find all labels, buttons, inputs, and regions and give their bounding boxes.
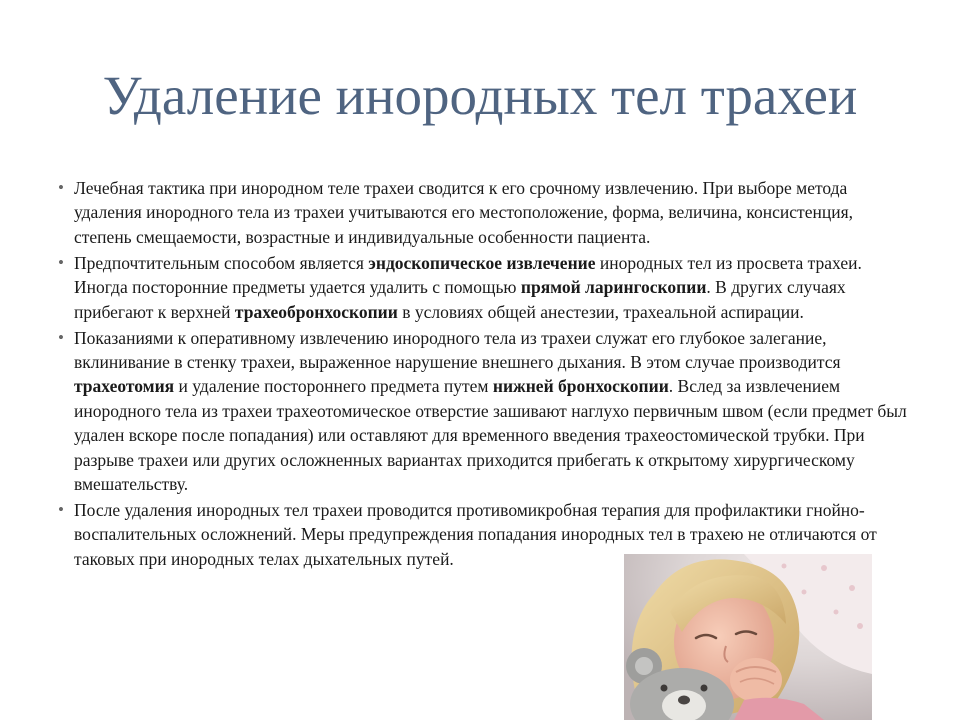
bullet-text: Показаниями к оперативному извлечению инородного тела из трахеи служат его глубокое залегание, вклинивание в стенку трахеи, выраженное нарушение внешнего дыхания. В этом случае производится (74, 327, 841, 373)
hand (730, 658, 782, 702)
bullet-text: . Вслед за извлечением инородного тела из трахеи трахеотомическое отверстие зашивают наглухо первичным швом (если предмет был удален вскоре после попадания) или оставляют для временного введения трахеостомической трубки. При разрыве трахеи или других осложненных вариантах приходится прибегать к открытому хирургическому вмешательству. (74, 376, 907, 495)
bullet-text: Лечебная тактика при инородном теле трахеи сводится к его срочному извлечению. При выборе метода удаления инородного тела из трахеи учитываются его местоположение, форма, величина, консистенция, степень смещаемости, возрастные и индивидуальные особенности пациента. (74, 178, 853, 247)
bullet-text: . В других случаях прибегают к верхней (74, 277, 846, 322)
bullet-text: После удаления инородных тел трахеи проводится противомикробная терапия для профилактики гнойно-воспалительных осложнений. Меры предупреждения попадания инородных тел в трахею не отличаются от таковых при инородных телах дыхательных путей. (74, 500, 877, 569)
bullet-term: трахеобронхоскопии (234, 301, 398, 322)
bullet-text: инородных тел из просвета трахеи. Иногда посторонние предметы удается удалить с помощью (74, 252, 862, 298)
bullet-item (74, 176, 910, 249)
bullet-text: в условиях общей анестезии, трахеальной аспирации. (397, 301, 804, 322)
bullet-item (74, 326, 910, 497)
bullet-list (74, 176, 910, 573)
bullet-text: Предпочтительным способом является (74, 252, 369, 273)
bullet-term: трахеотомия (74, 376, 175, 397)
bullet-item (74, 251, 910, 324)
coughing-child-photo (624, 554, 872, 720)
bullet-term: эндоскопическое извлечение (368, 252, 596, 273)
bullet-term: нижней бронхоскопии (492, 376, 669, 397)
coughing-child-with-teddy-bear-photo-icon (624, 554, 872, 720)
bullet-text: и удаление постороннего предмета путем (174, 376, 493, 397)
bullet-term: прямой ларингоскопии (520, 277, 707, 298)
slide-title: Удаление инородных тел трахеи (102, 65, 858, 126)
